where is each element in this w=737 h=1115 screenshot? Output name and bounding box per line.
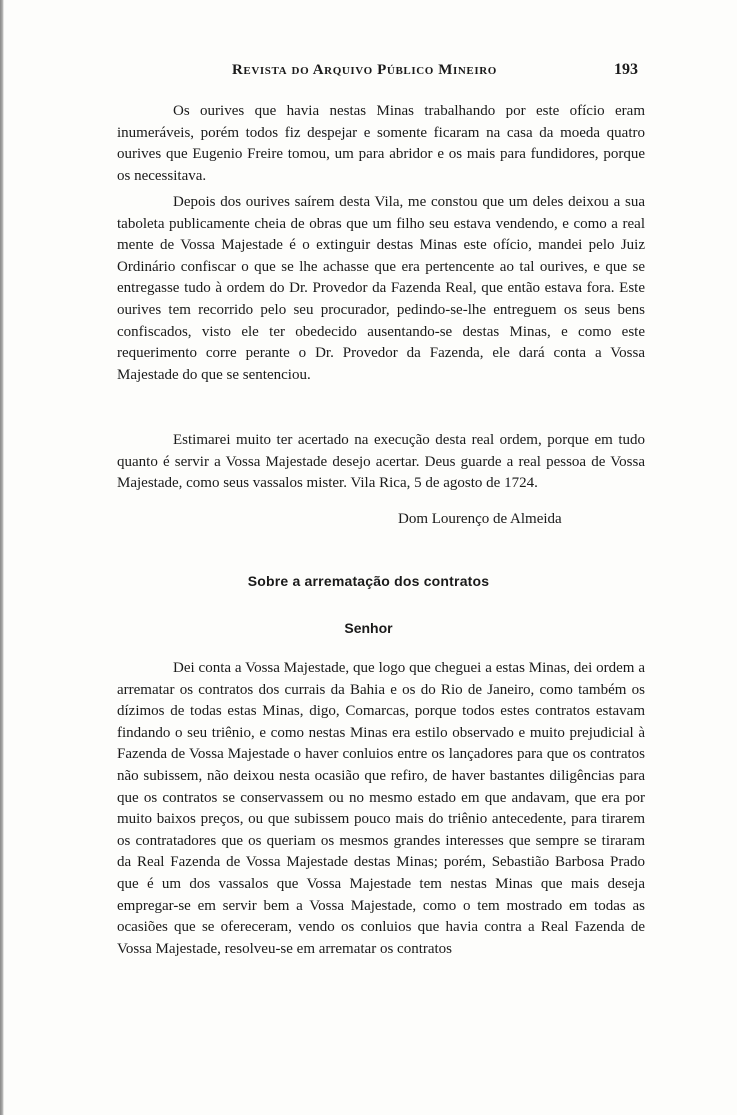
paragraph-text: Os ourives que havia nestas Minas trabalhando por este ofício eram inumeráveis, porém todos fiz despejar e somente ficaram na casa da moeda quatro ourives que Eugenio Freire tomou, um para abridor e os mais para fundidores, porque os necessitava.	[117, 103, 645, 184]
paragraph-text: Dei conta a Vossa Majestade, que logo que cheguei a estas Minas, dei ordem a arrematar os contratos dos currais da Bahia e os do Rio de Janeiro, como também os dízimos de todas estas Minas, digo, Comarcas, porque todos estes contratos estavam findando o seu triênio, e como nestas Minas era estilo observado e muito prejudicial à Fazenda de Vossa Majestade o haver conluios entre os lançadores para que os contratos não subissem, não deixou nesta ocasião que refiro, de haver bastantes diligências para que os contratos se conservassem ou no mesmo estado em que andavam, que era por muito baixos preços, ou que subissem pouco mais do triênio antecedente, para tirarem os contratadores que os queriam os mesmos grandes interesses que sempre se tiraram da Real Fazenda de Vossa Majestade destas Minas; porém, Sebastião Barbosa Prado que é um dos vassalos que Vossa Majestade tem nestas Minas que mais deseja empregar-se em servir bem a Vossa Majestade, como o tem mostrado em todas as ocasiões que se ofereceram, vendo os conluios que havia contra a Real Fazenda de Vossa Majestade, resolveu-se em arrematar os contratos	[117, 660, 645, 957]
paragraph-ourives	[117, 101, 645, 187]
paragraph-text: Estimarei muito ter acertado na execução desta real ordem, porque em tudo quanto é servir a Vossa Majestade desejo acertar. Deus guarde a real pessoa de Vossa Majestade, como seus vassalos mister. Vila Rica, 5 de agosto de 1724.	[117, 432, 645, 492]
paragraph-arrematacao	[117, 658, 645, 960]
paragraph-text: Depois dos ourives saírem desta Vila, me constou que um deles deixou a sua taboleta publicamente cheia de obras que um filho seu estava vendendo, e como a real mente de Vossa Majestade é o extinguir destas Minas este ofício, mandei pelo Juiz Ordinário confiscar o que se lhe achasse que era pertencente ao tal ourives, e que se entregasse tudo à ordem do Dr. Provedor da Fazenda Real, que então estava fora. Este ourives tem recorrido pelo seu procurador, pedindo-se-lhe entreguem os seus bens confiscados, visto ele ter obedecido ausentando-se destas Minas, e como este requerimento corre perante o Dr. Provedor da Fazenda, ele dará conta a Vossa Majestade do que se sentenciou.	[117, 194, 645, 383]
paragraph-closing	[117, 430, 645, 495]
section-title: Sobre a arrematação dos contratos	[247, 573, 490, 589]
page-binding-shadow	[0, 0, 4, 1115]
running-head: Revista do Arquivo Público Mineiro	[232, 62, 497, 78]
page-number: 193	[614, 61, 638, 78]
signature: Dom Lourenço de Almeida	[398, 511, 562, 527]
salutation: Senhor	[344, 620, 393, 636]
paragraph-taboleta	[117, 192, 645, 386]
page-header	[0, 60, 737, 84]
